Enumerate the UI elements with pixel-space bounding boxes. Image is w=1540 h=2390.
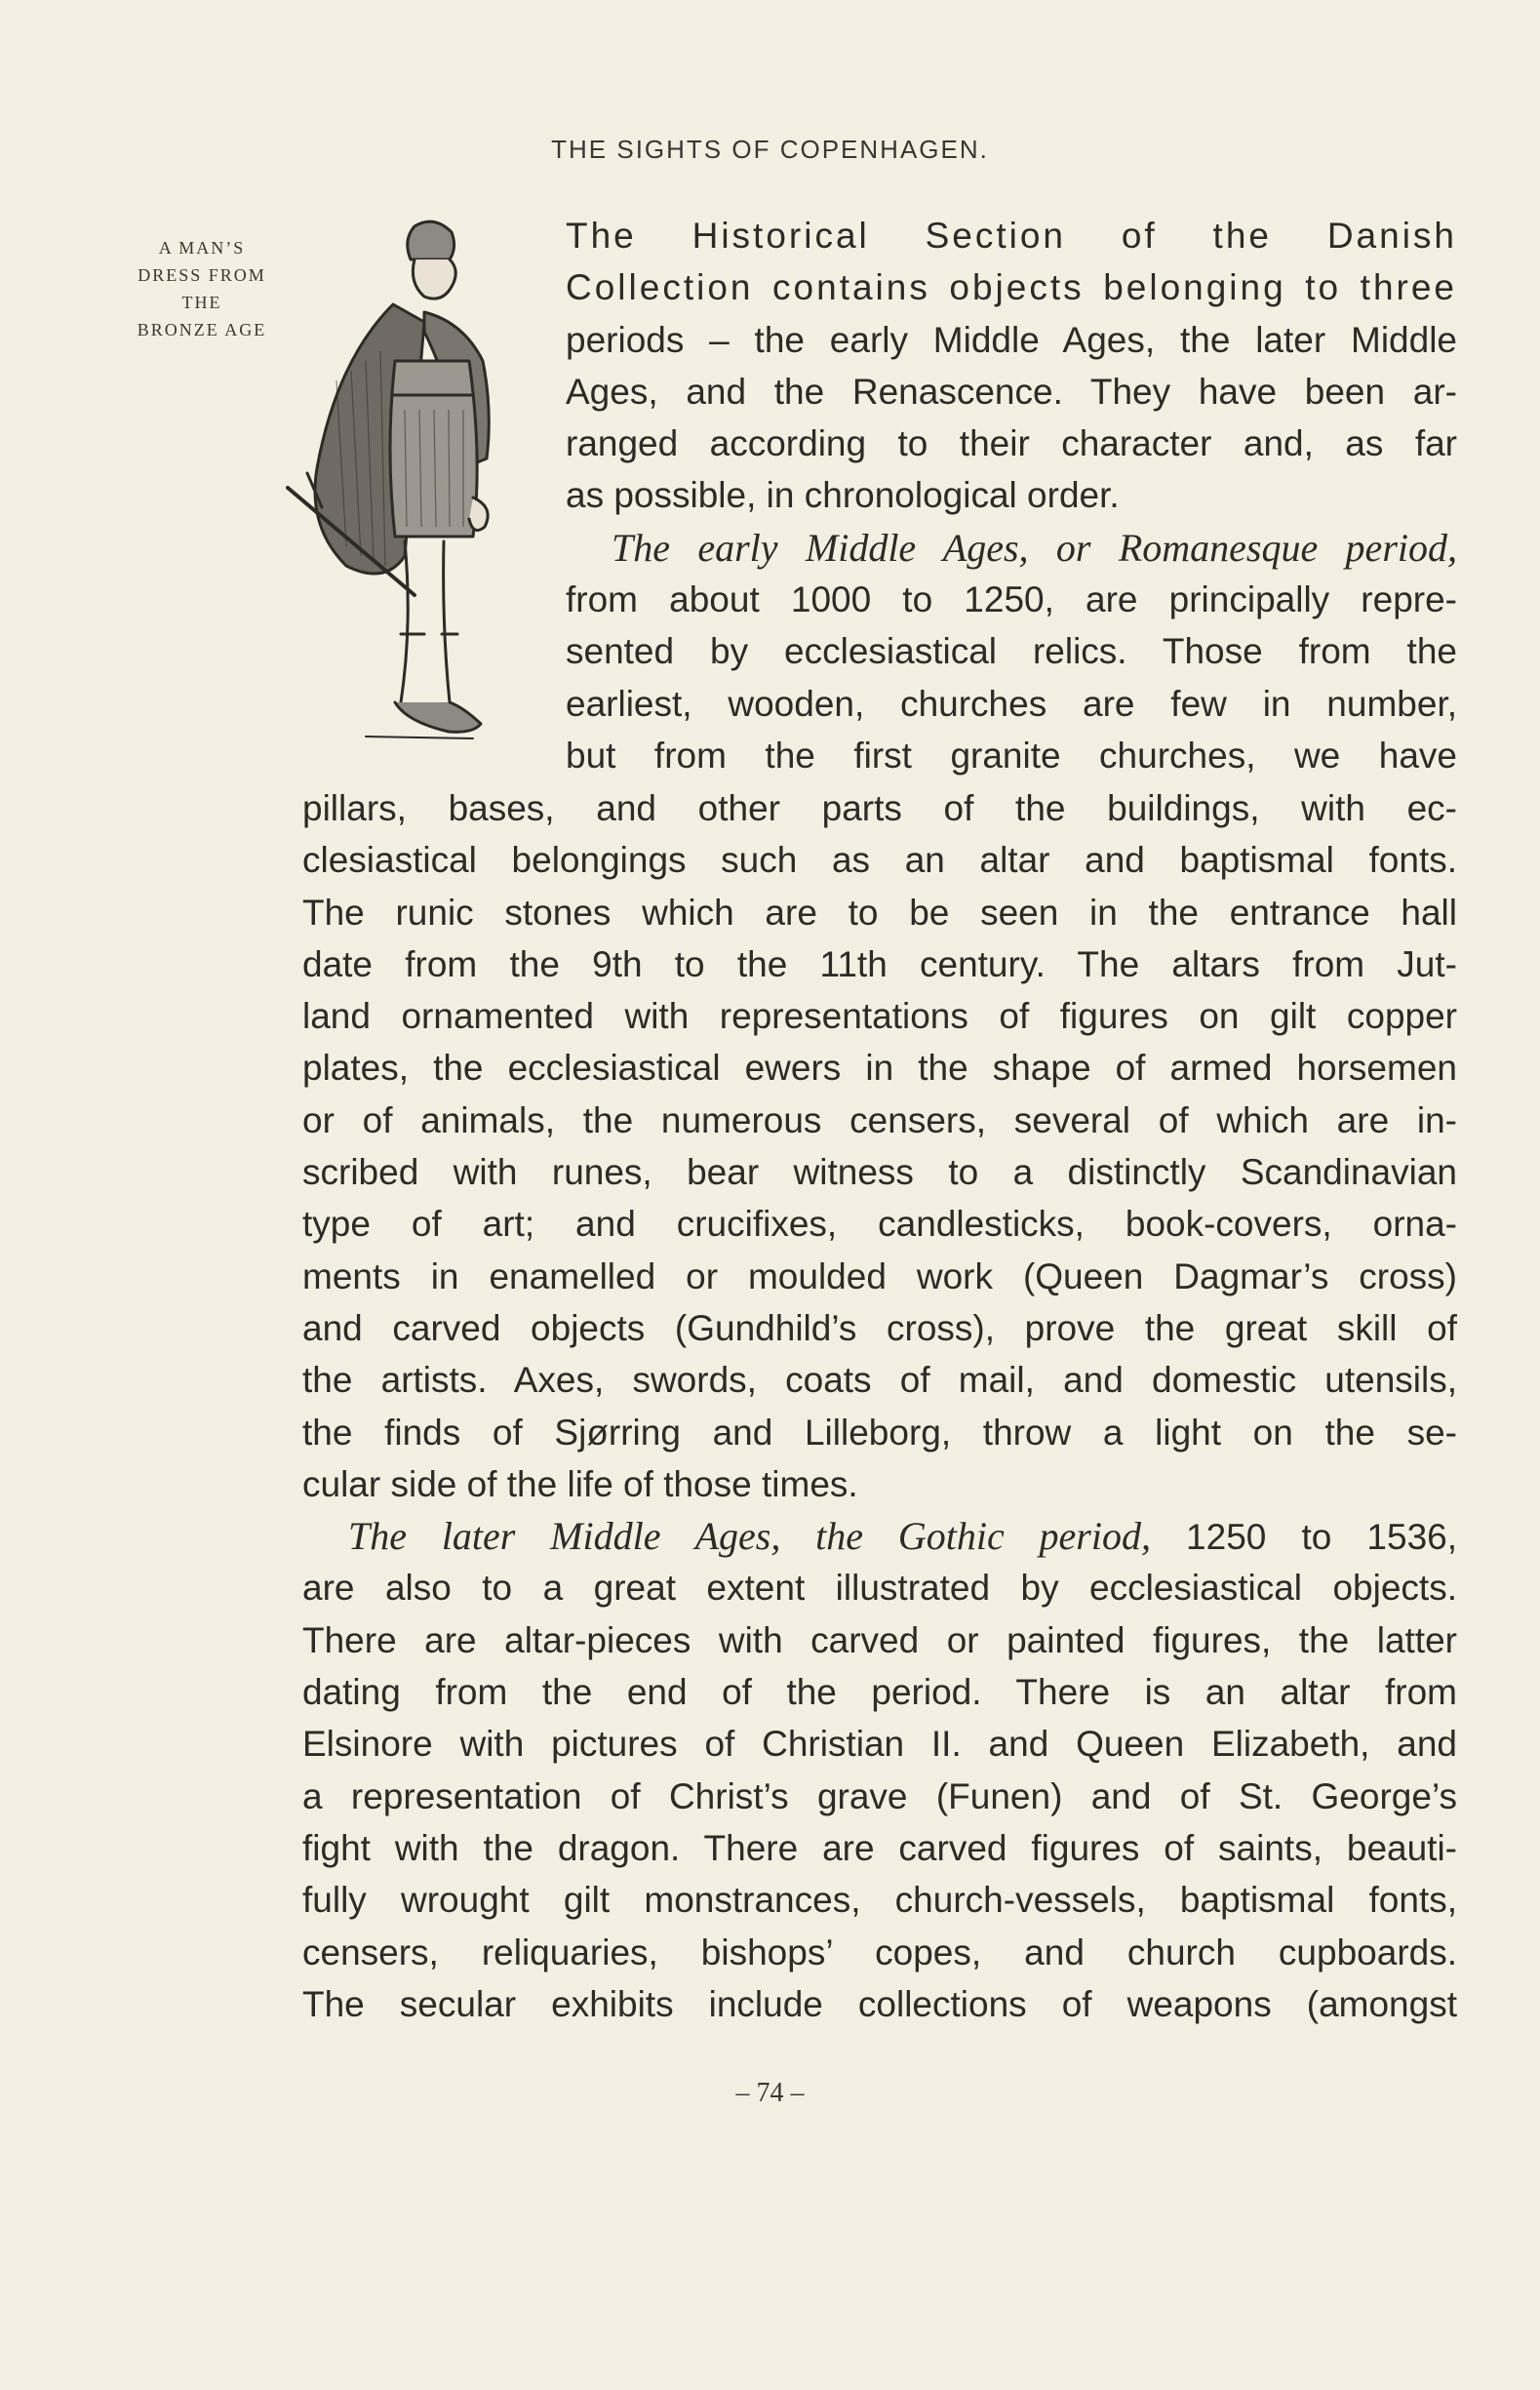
running-title: THE SIGHTS OF COPENHAGEN. [551,135,989,164]
text-line: sented by ecclesiastical relics. Those from the [566,631,1457,672]
text-line: the artists. Axes, swords, coats of mail, and domestic utensils, [302,1360,1457,1401]
text-line: Collection contains objects belonging to three [566,267,1457,308]
text-line: Elsinore with pictures of Christian II. and Queen Elizabeth, and [302,1724,1457,1765]
text-line: The runic stones which are to be seen in the entrance hall [302,892,1457,933]
text-line: The secular exhibits include collections of weapons (amongst [302,1983,1457,2024]
text-line: dating from the end of the period. There is an altar from [302,1672,1457,1713]
text-line: cular side of the life of those times. [302,1463,858,1504]
bronze-age-man-illustration [278,215,512,761]
text-line: the finds of Sjørring and Lilleborg, throw a light on the se- [302,1412,1457,1453]
text-line: pillars, bases, and other parts of the buildings, with ec- [302,788,1457,828]
text-line: type of art; and crucifixes, candlesticks, book-covers, orna- [302,1204,1457,1245]
text-run: 1250 to 1536, [1150,1517,1457,1558]
text-line: as possible, in chronological order. [566,475,1120,516]
text-line: fully wrought gilt monstrances, church-vessels, baptismal fonts, [302,1880,1457,1921]
caption-line: A MAN’S [158,238,246,258]
text-line: and carved objects (Gundhild’s cross), prove the great skill of [302,1307,1457,1348]
text-line: The Historical Section of the Danish [566,216,1457,256]
text-line: are also to a great extent illustrated by ecclesiastical objects. [302,1568,1457,1609]
text-line: date from the 9th to the 11th century. The altars from Jut- [302,943,1457,984]
text-line: fight with the dragon. There are carved figures of saints, beauti- [302,1827,1457,1868]
italic-heading: The later Middle Ages, the Gothic period, [348,1514,1151,1559]
text-line: or of animals, the numerous censers, several of which are in- [302,1099,1457,1140]
text-line: scribed with runes, bear witness to a distinctly Scandinavian [302,1152,1457,1193]
caption-line: DRESS FROM [138,265,266,285]
text-line: ments in enamelled or moulded work (Queen Dagmar’s cross) [302,1255,1457,1296]
text-line: periods – the early Middle Ages, the later Middle [566,319,1457,360]
text-line: ranged according to their character and, as far [566,423,1457,464]
text-line: Ages, and the Renascence. They have been ar- [566,371,1457,412]
text-column-top [566,210,1457,781]
text-line: plates, the ecclesiastical ewers in the shape of armed horsemen [302,1048,1457,1089]
text-line: from about 1000 to 1250, are principally repre- [566,579,1457,620]
text-line: There are altar-pieces with carved or painted figures, the latter [302,1619,1457,1660]
text-line: censers, reliquaries, bishops’ copes, and church cupboards. [302,1932,1457,1972]
caption-line: THE [181,293,222,312]
text-line: land ornamented with representations of figures on gilt copper [302,996,1457,1037]
text-line: a representation of Christ’s grave (Funen) and of St. George’s [302,1775,1457,1816]
page-number: – 74 – [735,2078,805,2108]
paragraph-start [302,1510,1457,1562]
figure-caption [109,234,295,343]
italic-heading: The early Middle Ages, or Romanesque period, [612,525,1457,570]
text-line: earliest, wooden, churches are few in number, [566,683,1457,724]
text-line: clesiastical belongings such as an altar and baptismal fonts. [302,840,1457,881]
caption-line: BRONZE AGE [137,320,267,339]
text-line: but from the first granite churches, we have [566,735,1457,776]
text-column-main [302,782,1457,2030]
